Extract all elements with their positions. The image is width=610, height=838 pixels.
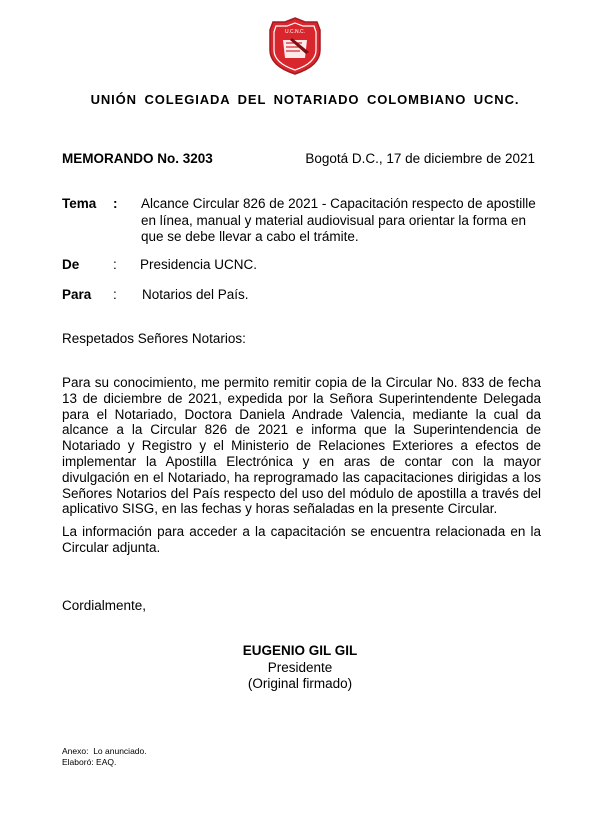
para-colon: : bbox=[113, 287, 117, 302]
body-paragraph-1: Para su conocimiento, me permito remitir copia de la Circular No. 833 de fecha 13 de diciembre de 2021, expedida por la Señora Superintendente Delegada para el Notariado, Doctora Daniela Andrade Valencia, mediante la cual da alcance a la Circular 826 de 2021 e informa que la Superintendencia de Notariado y Registro y el Ministerio de Relaciones Exteriores a efectos de implementar la Apostilla Electrónica y en aras de contar con la mayor divulgación en el Notariado, ha reprogramado las capacitaciones dirigidas a los Señores Notarios del País respecto del uso del módulo de apostilla a través del aplicativo SISG, en las fechas y horas señaladas en la presente Circular. bbox=[62, 375, 541, 517]
salutation: Respetados Señores Notarios: bbox=[62, 331, 246, 346]
de-value: Presidencia UCNC. bbox=[140, 257, 258, 272]
annex-row bbox=[62, 746, 147, 757]
tema-colon: : bbox=[113, 196, 118, 211]
prepared-label: Elaboró: bbox=[62, 756, 94, 767]
closing: Cordialmente, bbox=[62, 598, 147, 613]
signature-block bbox=[0, 643, 600, 693]
para-value: Notarios del País. bbox=[142, 287, 249, 302]
signer-name: EUGENIO GIL GIL bbox=[242, 643, 358, 658]
organization-title: UNIÓN COLEGIADA DEL NOTARIADO COLOMBIANO UCNC. bbox=[90, 92, 520, 107]
tema-label: Tema bbox=[62, 196, 97, 211]
memo-number: MEMORANDO No. 3203 bbox=[62, 151, 213, 166]
footer-notes bbox=[62, 746, 147, 767]
logo-text: U.C.N.C. bbox=[285, 29, 305, 35]
signature-note: (Original firmado) bbox=[247, 676, 353, 691]
de-colon: : bbox=[113, 257, 117, 272]
tema-value: Alcance Circular 826 de 2021 - Capacitación respecto de apostille en línea, manual y material audiovisual para orientar la forma en que se debe llevar a cabo el trámite. bbox=[141, 196, 536, 244]
ucnc-logo bbox=[265, 16, 325, 76]
signer-title: Presidente bbox=[267, 659, 333, 675]
memo-date: Bogotá D.C., 17 de diciembre de 2021 bbox=[305, 151, 535, 166]
body-paragraph-2: La información para acceder a la capacitación se encuentra relacionada en la Circular adjunta. bbox=[62, 524, 541, 555]
annex-label: Anexo: bbox=[62, 746, 89, 756]
prepared-row bbox=[62, 757, 147, 768]
prepared-value: EAQ. bbox=[96, 756, 117, 767]
de-label: De bbox=[62, 257, 80, 272]
annex-value: Lo anunciado. bbox=[93, 746, 147, 756]
para-label: Para bbox=[62, 287, 92, 302]
